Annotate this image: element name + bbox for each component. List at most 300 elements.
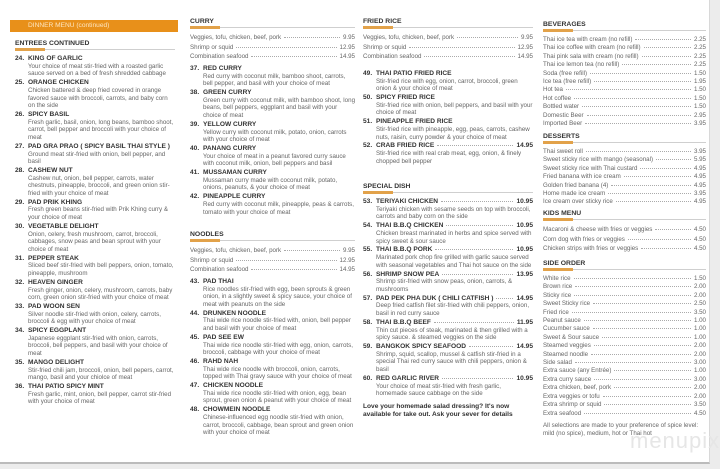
menu-item-title	[15, 279, 175, 287]
price-label: Thai ice coffee with cream (no refill)	[543, 44, 641, 52]
item-number: 56.	[363, 270, 373, 278]
menu-item	[190, 65, 355, 88]
menu-item-title	[363, 295, 533, 303]
dot-leader	[584, 413, 691, 414]
item-number: 54.	[363, 222, 373, 230]
price-value: 1.50	[693, 69, 706, 77]
item-name: THAI PATIO FRIED RICE	[376, 69, 452, 77]
price-value: 1.50	[693, 94, 706, 102]
menu-item-title	[363, 198, 533, 206]
dot-leader	[593, 328, 691, 329]
section-curry	[190, 18, 355, 216]
menu-item	[15, 255, 175, 278]
menu-item-title	[363, 319, 533, 327]
dot-leader	[635, 39, 691, 40]
item-name: RED CURRY	[203, 64, 242, 72]
section-divider	[543, 30, 706, 31]
menu-item	[363, 271, 533, 294]
price-row	[543, 165, 706, 173]
item-price: 13.95	[516, 270, 533, 278]
menu-item-title	[190, 382, 355, 390]
section-title: NOODLES	[190, 231, 224, 238]
menu-item	[190, 193, 355, 216]
item-description: Shrimp, squid, scallop, mussel & catfish stir-fried in a special Thai red curry sauce with chili peppers, onion & basil	[376, 350, 527, 374]
menu-item	[190, 278, 355, 309]
price-label: Fried banana with ice cream	[543, 173, 621, 181]
item-name: PEPPER STEAK	[28, 254, 79, 262]
price-row	[543, 275, 706, 283]
price-row	[543, 235, 706, 245]
price-row	[543, 86, 706, 94]
item-price: 11.95	[516, 318, 533, 326]
item-number: 36.	[15, 383, 25, 391]
dot-leader	[284, 250, 340, 251]
section-title: CURRY	[190, 18, 214, 25]
item-name: MUSSAMAN CURRY	[203, 169, 267, 177]
menu-item	[190, 89, 355, 120]
price-row	[543, 393, 706, 401]
price-label: White rice	[543, 275, 571, 282]
item-number: 37.	[190, 64, 200, 72]
price-value: 3.50	[693, 401, 706, 409]
item-number: 60.	[363, 374, 373, 382]
item-number: 25.	[15, 79, 25, 87]
price-label: Veggies, tofu, chicken, beef, pork	[363, 34, 455, 41]
dot-leader	[603, 396, 691, 397]
price-label: Steamed veggies	[543, 342, 591, 350]
item-name: PANANG CURRY	[203, 144, 257, 152]
item-name: MANGO DELIGHT	[28, 358, 85, 366]
price-value: 3.95	[693, 190, 706, 198]
price-value: 14.95	[339, 53, 355, 61]
item-name: THAI B.B.Q BEEF	[376, 318, 431, 326]
item-description: Your choice of meat in a peanut favored curry sauce with coconut milk, onion, bell peppers and basil	[203, 152, 346, 168]
price-value: 1.00	[693, 317, 706, 325]
item-number: 42.	[190, 193, 200, 201]
dot-leader	[435, 249, 513, 250]
section-title: SIDE ORDER	[543, 260, 586, 267]
dot-leader	[587, 115, 691, 116]
dot-leader	[614, 387, 691, 388]
item-number: 46.	[190, 357, 200, 365]
menu-item	[15, 111, 175, 142]
price-row	[543, 292, 706, 300]
menu-item-title	[190, 89, 355, 97]
price-row	[543, 70, 706, 78]
dot-leader	[594, 81, 691, 82]
price-row	[543, 148, 706, 156]
dot-leader	[616, 201, 691, 202]
price-label: Home made ice cream	[543, 190, 606, 198]
price-label: Thai pink sala with cream (no refill)	[543, 52, 639, 60]
section-fried-rice	[363, 18, 533, 165]
menu-item	[15, 55, 175, 78]
dot-leader	[424, 56, 514, 57]
menu-item-title	[363, 343, 533, 351]
dot-leader	[602, 337, 691, 338]
price-label: Combination seafood	[190, 53, 249, 61]
dot-leader	[566, 89, 691, 90]
price-label: Golden fried banana (4)	[543, 181, 609, 189]
price-value: 4.95	[693, 181, 706, 189]
price-value: 12.95	[517, 43, 533, 51]
dot-leader	[628, 239, 691, 240]
price-row	[363, 52, 533, 62]
menu-item	[15, 199, 175, 222]
price-value: 4.95	[693, 164, 706, 172]
item-price: 14.95	[516, 294, 533, 302]
price-label: Brown rice	[543, 283, 573, 291]
price-row	[543, 334, 706, 342]
item-number: 30.	[15, 222, 25, 230]
price-value: 1.00	[693, 325, 706, 333]
price-value: 2.00	[693, 291, 706, 299]
item-name: TERIYAKI CHICKEN	[376, 198, 439, 205]
menu-item-title	[190, 278, 355, 286]
menu-item	[15, 327, 175, 358]
price-value: 2.00	[693, 283, 706, 291]
price-row	[190, 43, 355, 53]
item-description: Sliced beef stir-fried with bell peppers, onion, tomato, pineapple, mushroom	[28, 262, 174, 277]
dot-leader	[640, 168, 691, 169]
item-number: 52.	[363, 142, 373, 150]
price-value: 4.50	[693, 409, 706, 417]
price-label: Extra sauce (any Entrée)	[543, 367, 612, 375]
price-value: 3.95	[693, 148, 706, 155]
item-description: Fresh ginger, onion, celery, mushroom, carrots, baby corn, green onion stir-fried with your choice of meat	[28, 286, 173, 302]
price-row	[190, 265, 355, 275]
price-value: 3.00	[693, 359, 706, 367]
item-number: 57.	[363, 294, 373, 302]
menu-item-title	[190, 334, 355, 342]
item-name: THAI B.B.Q PORK	[376, 246, 433, 254]
price-label: Macaroni & cheese with fries or veggies	[543, 226, 653, 233]
dot-leader	[582, 106, 691, 107]
section-title: SPECIAL DISH	[363, 183, 411, 190]
item-description: Teriyaki chicken with sesame seeds on top with broccoli, carrots and baby corn on the side	[376, 205, 531, 221]
price-row	[543, 182, 706, 190]
price-value: 2.25	[693, 61, 706, 69]
item-name: CHICKEN NOODLE	[203, 382, 264, 390]
item-description: Stir-fried rice with onion, bell peppers, and basil with your choice of meat	[376, 101, 533, 117]
spice-level-note: All selections are made to your preference of spice level: mild (no spice), medium, hot or Thai hot	[543, 421, 699, 438]
menu-item	[190, 310, 355, 333]
price-row	[543, 61, 706, 69]
item-description: Thai wide rice noodle with broccoli, onion, carrots, topped with Thai gravy sauce with your choice of meat	[203, 365, 352, 381]
menupix-watermark: menupix	[630, 428, 720, 453]
section-special-dish	[363, 183, 533, 398]
item-description: Shrimp stir-fried with snow peas, onion, carrots, & mushrooms	[376, 278, 513, 293]
dot-leader	[591, 354, 691, 355]
section-beverages	[543, 21, 706, 128]
dot-leader	[442, 274, 513, 275]
price-label: Extra chicken, beef, pork	[543, 384, 612, 392]
price-value: 14.95	[339, 266, 355, 274]
item-price: 10.95	[516, 222, 533, 230]
price-row	[543, 309, 706, 317]
item-name: VEGETABLE DELIGHT	[28, 222, 99, 230]
dot-leader	[590, 73, 691, 74]
section-noodles	[190, 231, 355, 437]
price-value: 3.00	[693, 375, 706, 383]
price-row	[543, 317, 706, 325]
price-row	[543, 95, 706, 103]
price-label: Ice tea (free refill)	[543, 78, 592, 86]
item-number: 38.	[190, 88, 200, 96]
dot-leader	[655, 229, 691, 230]
item-number: 27.	[15, 142, 25, 150]
price-row	[543, 53, 706, 61]
price-label: Shrimp or squid	[363, 43, 407, 51]
price-row	[543, 156, 706, 164]
menu-item	[15, 79, 175, 110]
menu-item	[15, 223, 175, 254]
menu-item	[190, 382, 355, 405]
dot-leader	[446, 225, 513, 226]
price-label: Peanut sauce	[543, 317, 581, 325]
item-name: SPICY EGGPLANT	[28, 327, 87, 335]
menu-item-title	[15, 167, 175, 175]
item-name: KING OF GARLIC	[28, 55, 83, 62]
item-number: 26.	[15, 110, 25, 118]
item-name: RED GARLIC RIVER	[376, 374, 440, 382]
price-label: Corn dog with fries or veggies	[543, 235, 625, 243]
item-description: Marinated pork chop fire grilled with garlic sauce served with seasonal vegetables and Thai hot sauce on the side	[376, 254, 532, 269]
menu-item	[363, 198, 533, 221]
menu-item	[15, 359, 175, 382]
menu-item	[190, 406, 355, 437]
menu-item-title	[190, 406, 355, 414]
price-row	[543, 384, 706, 392]
menu-item	[363, 142, 533, 165]
price-row	[543, 359, 706, 367]
price-value: 2.25	[693, 44, 706, 52]
price-value: 2.95	[693, 111, 706, 119]
salad-dressing-note: Love your homemade salad dressing? It's now available for take out. Ask your sever for details	[363, 402, 513, 419]
price-label: Sweet & Sour sauce	[543, 333, 600, 341]
menu-item	[363, 295, 533, 318]
menu-item-title	[190, 121, 355, 129]
item-number: 58.	[363, 318, 373, 326]
menu-item	[363, 222, 533, 245]
price-row	[543, 351, 706, 359]
menu-item-title	[363, 271, 533, 279]
price-value: 1.50	[693, 275, 706, 282]
section-title: DESSERTS	[543, 133, 580, 140]
menu-item-title	[190, 169, 355, 177]
price-row	[543, 120, 706, 128]
price-row	[543, 44, 706, 52]
price-value: 9.95	[520, 34, 533, 41]
price-label: Thai sweet roll	[543, 148, 583, 155]
price-label: Sweet Sticky rice	[543, 300, 591, 308]
menu-item-title	[15, 255, 175, 263]
dot-leader	[575, 286, 691, 287]
section-side-order	[543, 260, 706, 418]
price-value: 4.50	[693, 226, 706, 233]
menu-item	[15, 303, 175, 326]
item-price: 14.95	[516, 343, 533, 351]
price-row	[543, 410, 706, 418]
item-number: 47.	[190, 382, 200, 390]
menu-item-title	[190, 193, 355, 201]
price-row	[543, 367, 706, 375]
dot-leader	[608, 193, 691, 194]
menu-item-title	[15, 111, 175, 119]
dot-leader	[593, 303, 691, 304]
item-description: Fresh green beans stir-fried with Prik Khing curry & your choice of meat	[28, 206, 168, 222]
item-name: GREEN CURRY	[203, 88, 252, 96]
price-label: Steamed noodle	[543, 350, 589, 358]
price-value: 2.50	[693, 300, 706, 308]
item-description: Deep fried catfish filet stir-fried with chili peppers, onion, basil in red curry sauce	[376, 302, 530, 318]
dot-leader	[434, 322, 514, 323]
item-name: HEAVEN GINGER	[28, 278, 83, 286]
dot-leader	[574, 295, 691, 296]
price-row	[543, 36, 706, 44]
dot-leader	[644, 47, 691, 48]
item-price: 10.95	[516, 374, 533, 382]
item-name: CRAB FRIED RICE	[376, 142, 435, 150]
menu-item	[363, 343, 533, 374]
item-description: Fresh garlic, basil, onion, long beans, bamboo shoot, carrot, bell pepper and broccoli with your choice of meat	[28, 118, 174, 141]
price-value: 1.00	[693, 333, 706, 341]
item-description: Silver noodle stir-fried with onion, celery, carrots, broccoli & egg with your choice of meat	[28, 310, 161, 326]
item-description: Chinese-influenced egg noodle stir-fried with onion, carrot, broccoli, cabbage, bean sprout and green onion with your choice of meat	[203, 414, 354, 437]
price-row	[543, 225, 706, 235]
dot-leader	[457, 37, 518, 38]
price-label: Extra seafood	[543, 409, 582, 417]
price-value: 1.50	[693, 86, 706, 94]
item-name: SPICY FRIED RICE	[376, 93, 435, 101]
price-value: 3.50	[693, 308, 706, 316]
section-divider	[543, 269, 706, 270]
section-divider	[543, 142, 706, 143]
item-name: THAI B.B.Q CHICKEN	[376, 222, 444, 230]
item-name: PINEAPPLE CURRY	[203, 193, 266, 201]
menu-item-title	[363, 94, 533, 102]
dot-leader	[585, 123, 691, 124]
item-description: Japanese eggplant stir-fried with onion, carrots, broccoli, bell peppers, and basil with your choice of meat	[28, 334, 168, 358]
item-number: 41.	[190, 169, 200, 177]
price-label: Soda (free refill)	[543, 69, 588, 77]
price-value: 12.95	[339, 43, 355, 51]
item-name: ORANGE CHICKEN	[28, 79, 89, 87]
price-value: 4.50	[693, 245, 706, 253]
item-price: 14.95	[516, 142, 533, 150]
price-label: Veggies, tofu, chicken, beef, pork	[190, 247, 282, 254]
price-row	[543, 198, 706, 206]
price-value: 1.50	[693, 103, 706, 111]
menu-item	[190, 358, 355, 381]
menu-item-title	[15, 143, 175, 151]
item-number: 35.	[15, 358, 25, 366]
price-value: 4.50	[693, 235, 706, 243]
price-value: 2.00	[693, 384, 706, 392]
menu-item	[363, 375, 533, 398]
item-name: CHOWMEIN NOODLE	[203, 406, 271, 414]
menu-item	[363, 246, 533, 269]
menu-item-title	[15, 327, 175, 335]
price-label: Shrimp or squid	[190, 43, 234, 51]
menu-item	[363, 94, 533, 117]
dot-leader	[284, 37, 340, 38]
price-label: Hot tea	[543, 86, 563, 94]
menu-item-title	[363, 246, 533, 254]
dot-leader	[614, 370, 691, 371]
section-title: FRIED RICE	[363, 18, 402, 25]
price-label: Extra curry sauce	[543, 375, 592, 383]
price-label: Bottled water	[543, 103, 580, 111]
item-description: Rice noodles stir-fried with egg, been sprouts & green onion, in a slightly sweet & spicy sauce, your choice of meat with peanuts on the side	[203, 285, 352, 308]
price-label: Extra shrimp or squid	[543, 401, 602, 409]
price-label: Sweet sticky rice with mango (seasonal)	[543, 156, 654, 164]
menu-item-title	[15, 199, 175, 207]
dot-leader	[575, 362, 691, 363]
price-value: 4.95	[693, 198, 706, 206]
dot-leader	[496, 298, 513, 299]
price-label: Combination seafood	[363, 53, 422, 61]
price-label: Veggies, tofu, chicken, beef, pork	[190, 34, 282, 41]
dot-leader	[251, 269, 336, 270]
price-label: Chicken strips with fries or veggies	[543, 245, 639, 253]
item-description: Red curry with coconut milk, bamboo shoot, carrots, bell pepper, and basil with your choice of meat	[203, 72, 346, 88]
price-value: 12.95	[339, 256, 355, 264]
dot-leader	[572, 312, 691, 313]
menu-item-title	[15, 383, 175, 391]
price-value: 2.00	[693, 350, 706, 358]
price-label: Hot coffee	[543, 94, 572, 102]
item-name: BANGKOK SPICY SEAFOOD	[376, 343, 467, 351]
menu-item-title	[363, 118, 533, 126]
menu-item	[363, 118, 533, 141]
dot-leader	[437, 145, 513, 146]
price-value: 2.25	[693, 52, 706, 60]
price-row	[190, 256, 355, 266]
menu-item	[190, 169, 355, 192]
price-row	[543, 376, 706, 384]
price-value: 1.00	[693, 367, 706, 375]
menu-item-title	[15, 223, 175, 231]
item-name: CASHEW NUT	[28, 166, 73, 174]
section-divider	[543, 219, 706, 220]
menu-item	[15, 167, 175, 198]
price-value: 4.95	[693, 173, 706, 181]
price-label: Domestic Beer	[543, 111, 584, 119]
dot-leader	[469, 346, 513, 347]
item-description: Thai wide rice noodle stir-fried with onion, egg, bean sprout, green onion & peanut with your choice of meat	[203, 389, 352, 405]
price-label: Extra veggies or tofu	[543, 392, 600, 400]
item-number: 43.	[190, 277, 200, 285]
menu-item-title	[363, 70, 533, 78]
item-number: 40.	[190, 144, 200, 152]
item-price: 10.95	[516, 198, 533, 205]
item-number: 28.	[15, 166, 25, 174]
item-number: 33.	[15, 302, 25, 310]
item-number: 51.	[363, 118, 373, 126]
dot-leader	[236, 47, 336, 48]
price-value: 3.95	[693, 120, 706, 128]
dot-leader	[604, 404, 690, 405]
item-description: Stir-fried chili jam, broccoli, onion, bell pepers, carrot, mango, basil and your chiolce of meat	[28, 366, 174, 382]
menu-item	[15, 279, 175, 302]
item-name: THAI PATIO SPICY MINT	[28, 383, 104, 391]
price-row	[543, 103, 706, 111]
menu-item-title	[15, 359, 175, 367]
item-name: PAD SEE EW	[203, 333, 244, 341]
item-number: 49.	[363, 69, 373, 77]
item-name: PAD PEK PHA DUK ( CHILI CATFISH )	[376, 294, 494, 302]
